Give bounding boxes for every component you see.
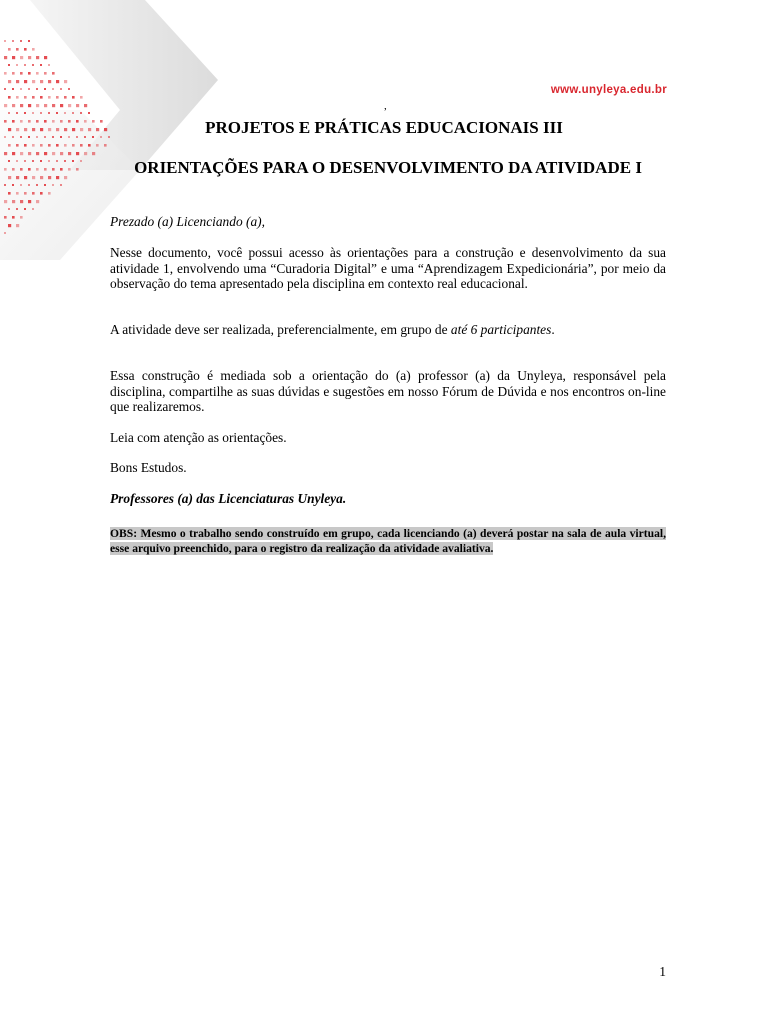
- paragraph-mediation: Essa construção é mediada sob a orientação do (a) professor (a) da Unyleya, responsável pela disciplina, compartilhe as suas dúvidas e sugestões em nosso Fórum de Dúvida e nos encontros on-line que realizaremos.: [110, 368, 666, 414]
- document-title: PROJETOS E PRÁTICAS EDUCACIONAIS III: [205, 118, 563, 137]
- site-url[interactable]: www.unyleya.edu.br: [550, 84, 667, 96]
- paragraph-good-studies: Bons Estudos.: [110, 460, 187, 475]
- paragraph-group-size-prefix: A atividade deve ser realizada, preferencialmente, em grupo de: [110, 322, 451, 337]
- stray-mark: ,: [384, 100, 387, 112]
- signature: Professores (a) das Licenciaturas Unyleya.: [110, 491, 347, 506]
- obs-note: [110, 526, 666, 556]
- document-subtitle: ORIENTAÇÕES PARA O DESENVOLVIMENTO DA ATIVIDADE I: [134, 158, 642, 177]
- paragraph-group-size: [110, 322, 666, 338]
- page-number: 1: [659, 964, 666, 979]
- greeting: Prezado (a) Licenciando (a),: [110, 214, 265, 229]
- paragraph-group-size-suffix: .: [551, 322, 555, 337]
- paragraph-intro: Nesse documento, você possui acesso às orientações para a construção e desenvolvimento da sua atividade 1, envolvendo uma “Curadoria Digital” e uma “Aprendizagem Expedicionária”, por meio da observação do tema apresentado pela disciplina em contexto real educacional.: [110, 245, 666, 291]
- obs-highlight: OBS: Mesmo o trabalho sendo construído em grupo, cada licenciando (a) deverá postar na sala de aula virtual, esse arquivo preenchido, para o registro da realização da atividade avaliativa.: [110, 527, 666, 555]
- paragraph-read-carefully: Leia com atenção as orientações.: [110, 430, 287, 445]
- participants-emphasis: até 6 participantes: [450, 322, 552, 337]
